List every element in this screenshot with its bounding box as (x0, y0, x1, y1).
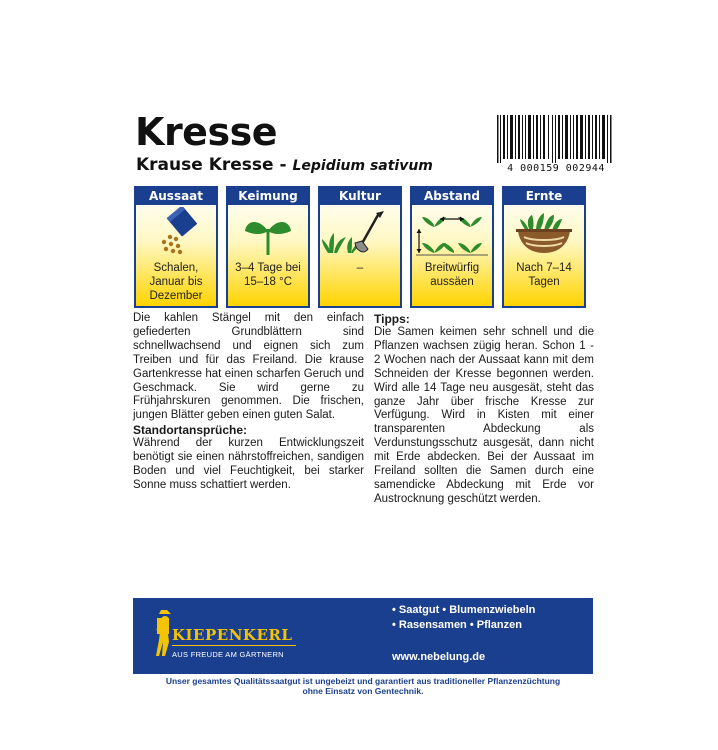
feature-line: • Rasensamen • Pflanzen (392, 619, 522, 631)
card-abstand (410, 186, 494, 308)
brand-name: KIEPENKERL (172, 626, 293, 644)
card-text: – (356, 262, 364, 274)
card-text: Schalen, Januar bis Dezember (149, 262, 203, 302)
card-heading: Kultur (320, 188, 400, 205)
latin-name: Lepidium sativum (292, 158, 433, 174)
tips-heading: Tipps: (374, 312, 410, 326)
product-title: Kresse (135, 110, 277, 154)
seed-packet-icon (136, 207, 216, 259)
card-kultur (318, 186, 402, 308)
harvest-bowl-icon (504, 207, 584, 259)
sprout-icon (228, 207, 308, 259)
cultivation-icons (134, 186, 586, 308)
barcode-digits: 4 000159 002944 (507, 163, 605, 174)
card-ernte (502, 186, 586, 308)
footer-line: Unser gesamtes Qualitätssaatgut ist ungebeizt und garantiert aus traditioneller Pflanzenzüchtung (165, 676, 561, 686)
card-text: Breitwürfig aussäen (424, 262, 480, 288)
card-heading: Aussaat (136, 188, 216, 205)
gmo-free-notice (133, 676, 593, 696)
spacing-arrows-icon (412, 207, 492, 259)
brand-divider (172, 645, 296, 646)
barcode (493, 113, 619, 175)
card-text: 3–4 Tage bei 15–18 °C (235, 262, 301, 288)
intro-text: Die kahlen Stängel mit den einfach gefiederten Grundblättern sind schnellwachsend und eignen sich zum Treiben und für das Freiland. Die krause Gartenkresse hat einen scharfen Geruch und Geschmack. Sie wird gerne zu Frühjahrskuren genommen. Die frischen, jungen Blätter geben einen guten Salat. (133, 312, 364, 422)
tips-text: Die Samen keimen sehr schnell und die Pflanzen wachsen zügig heran. Schon 1 - 2 Wochen nach der Aussaat kann mit dem Schneiden der Kresse begonnen werden. Wird alle 14 Tage neu ausgesät, steht das ganze Jahr über frische Kresse zur Verfügung. Wird in Kisten mit einer transparenten Abdeckung als Verdunstungsschutz ausgesät, dann nicht mit Erde abdecken. Bei der Aussaat im Freiland sollten die Samen durch eine samendicke Abdeckung mit Erde vor Austrocknung geschützt werden. (374, 326, 594, 505)
variety-name: Krause Kresse - (136, 155, 287, 175)
website-url: www.nebelung.de (392, 651, 486, 663)
barcode-icon (493, 113, 619, 163)
description-column (133, 312, 364, 493)
card-aussaat (134, 186, 218, 308)
feature-line: • Saatgut • Blumenzwiebeln (392, 604, 536, 616)
plants-spade-icon (320, 207, 400, 259)
card-text: Nach 7–14 Tagen (516, 262, 572, 288)
footer-line: ohne Einsatz von Gentechnik. (302, 686, 424, 696)
location-heading: Standortansprüche: (133, 423, 248, 438)
location-text: Während der kurzen Entwicklungszeit benötigt sie einen nährstoffreichen, sandigen Boden und viel Feuchtigkeit, bei starker Sonne muss schattiert werden. (133, 437, 364, 491)
card-heading: Ernte (504, 188, 584, 205)
card-heading: Keimung (228, 188, 308, 205)
feature-list (392, 603, 535, 633)
brand-tagline: AUS FREUDE AM GÄRTNERN (172, 650, 284, 659)
card-keimung (226, 186, 310, 308)
card-heading: Abstand (412, 188, 492, 205)
product-subtitle (136, 155, 433, 175)
tips-column (374, 312, 594, 507)
